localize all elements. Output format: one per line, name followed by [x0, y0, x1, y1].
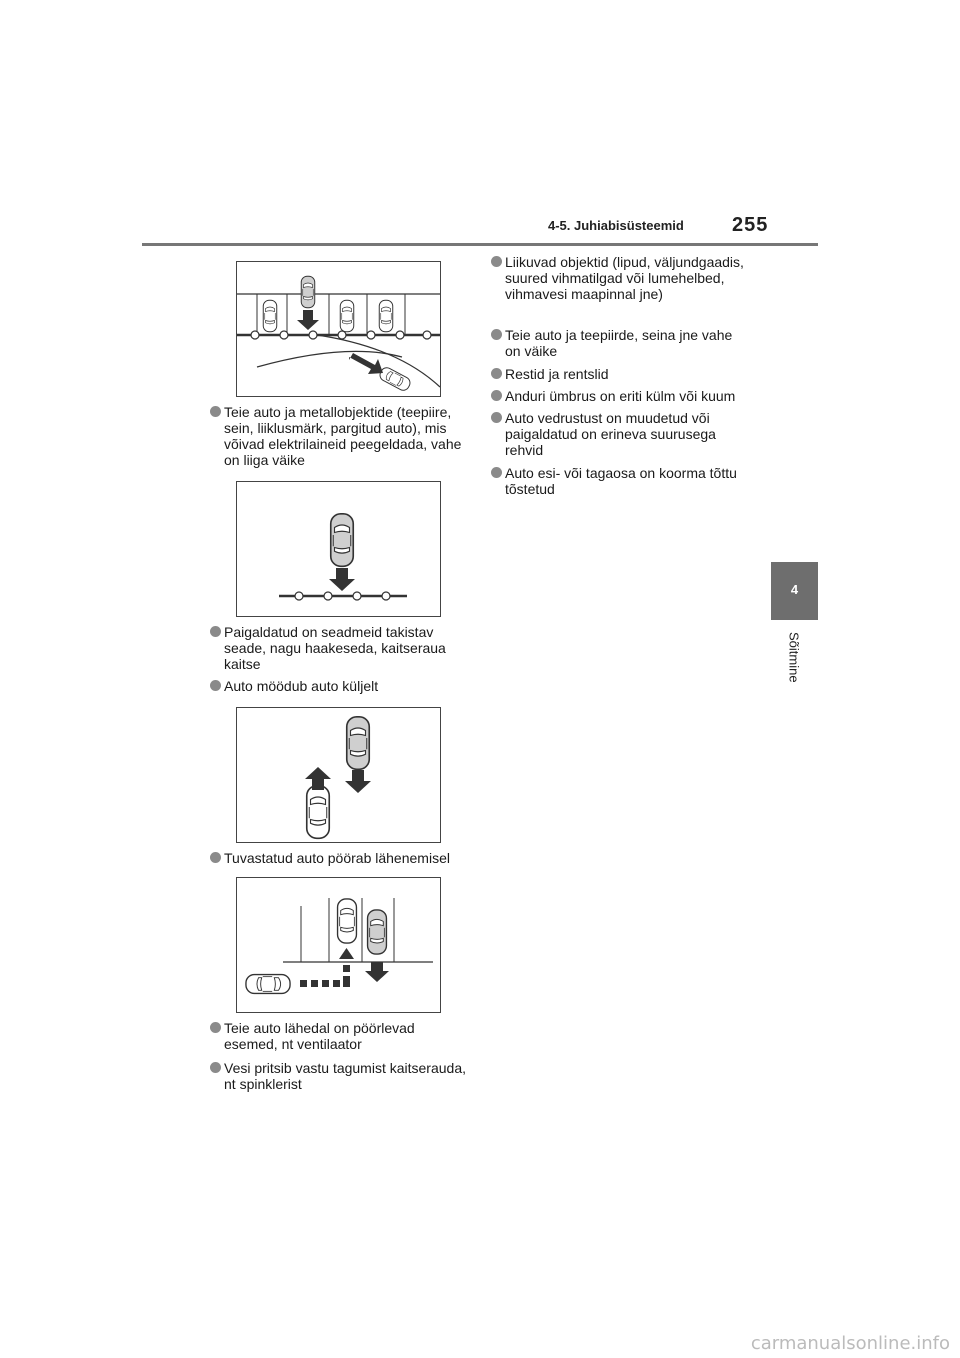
bullet-item: Liikuvad objektid (lipud, väljundgaadis, suured vihmatilgad või lumehelbed, vihmavesi maapinnal jne)	[491, 254, 751, 302]
chapter-label	[783, 632, 805, 722]
bullet-dot	[491, 329, 502, 340]
car-reversing-toward-fence-illustration	[237, 482, 440, 616]
bullet-dot	[210, 680, 221, 691]
bullet-dot	[491, 368, 502, 379]
bullet-item: Teie auto ja metallobjektide (teepiire, sein, liiklusmärk, pargitud auto), mis võivad elektrilaineid peegeldada, vahe on liiga väike	[210, 404, 470, 468]
bullet-dot	[210, 406, 221, 417]
chapter-tab	[771, 562, 818, 620]
bullet-dot	[491, 467, 502, 478]
bullet-dot	[210, 1062, 221, 1073]
parking-lot-guardrail-illustration	[237, 262, 440, 396]
bullet-item: Auto esi- või tagaosa on koorma tõttu tõstetud	[491, 465, 751, 497]
bullet-item: Teie auto lähedal on pöörlevad esemed, nt ventilaator	[210, 1020, 470, 1052]
bullet-dot	[491, 256, 502, 267]
watermark: carmanualsonline.info	[750, 1333, 950, 1354]
bullet-item: Anduri ümbrus on eriti külm või kuum	[491, 388, 751, 404]
bullet-item: Tuvastatud auto pöörab lähenemisel	[210, 850, 470, 866]
bullet-dot	[491, 412, 502, 423]
bullet-dot	[210, 626, 221, 637]
figure-turning	[236, 877, 441, 1013]
chapter-label-text: Sõitmine	[786, 632, 802, 683]
bullet-dot	[210, 1022, 221, 1033]
figure-passing	[236, 707, 441, 843]
bullet-item: Restid ja rentslid	[491, 366, 751, 382]
bullet-item: Auto vedrustust on muudetud või paigaldatud on erineva suurusega rehvid	[491, 410, 751, 458]
car-passing-alongside-illustration	[237, 708, 440, 842]
bullet-item: Paigaldatud on seadmeid takistav seade, nagu haakeseda, kaitseraua kaitse	[210, 624, 470, 672]
car-turning-while-approaching-illustration	[237, 878, 440, 1012]
bullet-item: Vesi pritsib vastu tagumist kaitserauda, nt spinklerist	[210, 1060, 470, 1092]
figure-guardrail	[236, 261, 441, 397]
chapter-number: 4	[790, 582, 799, 597]
section-title: 4-5. Juhiabisüsteemid	[548, 218, 684, 233]
header-rule	[142, 243, 818, 246]
bullet-item: Teie auto ja teepiirde, seina jne vahe on väike	[491, 327, 751, 359]
bullet-dot	[210, 852, 221, 863]
bullet-dot	[491, 390, 502, 401]
figure-fence	[236, 481, 441, 617]
bullet-item: Auto möödub auto küljelt	[210, 678, 470, 694]
page-number: 255	[732, 214, 769, 236]
